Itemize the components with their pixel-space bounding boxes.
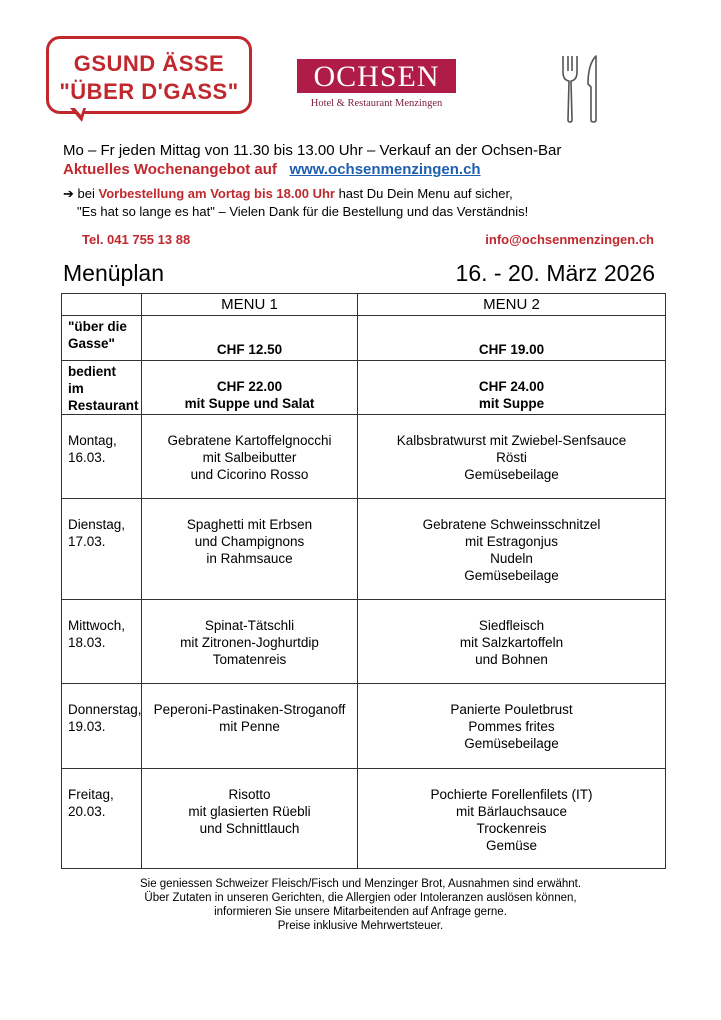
menu2-dish-line: Gemüse xyxy=(485,838,538,853)
footer-line: informieren Sie unsere Mitarbeitenden auf Anfrage gerne. xyxy=(214,906,507,918)
menu1-dish-line: und Cicorino Rosso xyxy=(190,467,309,482)
day-label xyxy=(62,684,142,769)
day-label-line: 20.03. xyxy=(68,804,106,819)
preorder-post: hast Du Dein Menu auf sicher, xyxy=(334,186,513,201)
page-title: Menüplan xyxy=(63,260,165,286)
badge-tail-inner xyxy=(73,106,84,115)
day-label-line: 16.03. xyxy=(68,450,106,465)
menu1-dish-line: und Schnittlauch xyxy=(199,821,300,836)
menu2-dish-line: mit Bärlauchsauce xyxy=(455,804,568,819)
menu2-dish-line: Panierte Pouletbrust xyxy=(450,702,573,717)
menu1-dish xyxy=(142,769,358,869)
menu1-dish-line: Risotto xyxy=(228,787,271,802)
price-menu1 xyxy=(142,316,358,361)
day-label-line: Donnerstag, xyxy=(68,702,142,717)
badge-line1: GSUND ÄSSE xyxy=(73,51,225,76)
menu1-dish-line: in Rahmsauce xyxy=(206,551,293,566)
footer-line: Preise inklusive Mehrwertsteuer. xyxy=(277,920,444,932)
menu1-dish-line: Gebratene Kartoffelgnocchi xyxy=(167,433,332,448)
day-label xyxy=(62,600,142,684)
price-menu2 xyxy=(358,316,666,361)
menu2-dish xyxy=(358,769,666,869)
day-label xyxy=(62,769,142,869)
price-menu1 xyxy=(142,361,358,415)
table-row xyxy=(62,769,666,869)
opening-hours: Mo – Fr jeden Mittag von 11.30 bis 13.00 Uhr – Verkauf an der Ochsen-Bar xyxy=(63,142,562,159)
date-range: 16. - 20. März 2026 xyxy=(455,260,655,286)
day-label-line: Dienstag, xyxy=(68,517,126,532)
price-menu1-line: CHF 12.50 xyxy=(216,342,283,357)
table-header-row xyxy=(62,294,666,316)
menu2-dish-line: Nudeln xyxy=(490,551,533,566)
menu2-dish-line: mit Salzkartoffeln xyxy=(459,635,564,650)
menu2-dish-line: mit Estragonjus xyxy=(464,534,559,549)
menu1-dish xyxy=(142,415,358,499)
weekly-offer-line xyxy=(63,161,481,178)
footer-line: Über Zutaten in unseren Gerichten, die Allergien oder Intoleranzen auslösen können, xyxy=(144,892,577,904)
logo-subtitle: Hotel & Restaurant Menzingen xyxy=(310,98,443,109)
menu2-dish-line: Pochierte Forellenfilets (IT) xyxy=(430,787,593,802)
price-menu2-line: mit Suppe xyxy=(478,396,545,411)
price-label-line: bedient im xyxy=(68,364,117,396)
day-label-line: 19.03. xyxy=(68,719,106,734)
menu-table xyxy=(61,293,666,869)
price-label xyxy=(62,361,142,415)
menu1-dish-line: Spaghetti mit Erbsen xyxy=(186,517,313,532)
price-row xyxy=(62,316,666,361)
day-label-line: 17.03. xyxy=(68,534,106,549)
header-menu2: MENU 2 xyxy=(358,294,666,316)
fork-knife-icon xyxy=(560,54,604,124)
preorder-deadline: Vorbestellung am Vortag bis 18.00 Uhr xyxy=(98,186,335,201)
price-menu2-line: CHF 19.00 xyxy=(478,342,545,357)
menu2-dish-line: und Bohnen xyxy=(475,652,548,667)
menu1-dish xyxy=(142,499,358,600)
menu2-dish-line: Trockenreis xyxy=(476,821,547,836)
menu1-dish-line: Spinat-Tätschli xyxy=(204,618,295,633)
table-row xyxy=(62,415,666,499)
menu1-dish-line: mit Penne xyxy=(219,719,280,734)
price-menu1-line: mit Suppe und Salat xyxy=(184,396,315,411)
table-row xyxy=(62,600,666,684)
badge xyxy=(46,36,252,114)
menu2-dish xyxy=(358,415,666,499)
arrow-right-icon: ➔ xyxy=(63,186,74,201)
menu2-dish xyxy=(358,684,666,769)
day-label xyxy=(62,499,142,600)
menu2-dish-line: Kalbsbratwurst mit Zwiebel-Senfsauce xyxy=(396,433,627,448)
price-label-line: Gasse" xyxy=(68,336,115,351)
price-label-line: "über die xyxy=(68,319,127,334)
menu1-dish-line: Tomatenreis xyxy=(212,652,287,667)
footer xyxy=(0,877,721,933)
phone-number[interactable]: Tel. 041 755 13 88 xyxy=(82,232,191,247)
menu2-dish-line: Rösti xyxy=(496,450,527,465)
weekly-offer-label: Aktuelles Wochenangebot auf xyxy=(63,161,277,178)
menu2-dish-line: Gemüsebeilage xyxy=(464,568,559,583)
preorder-line xyxy=(63,186,513,202)
header-menu1: MENU 1 xyxy=(142,294,358,316)
menu2-dish-line: Pommes frites xyxy=(468,719,555,734)
table-row xyxy=(62,684,666,769)
preorder-pre: bei xyxy=(73,186,99,201)
day-label-line: Freitag, xyxy=(68,787,114,802)
menu1-dish xyxy=(142,600,358,684)
price-row xyxy=(62,361,666,415)
price-menu2-line: CHF 24.00 xyxy=(478,379,545,394)
menu2-dish-line: Gemüsebeilage xyxy=(464,467,559,482)
website-link[interactable]: www.ochsenmenzingen.ch xyxy=(289,161,481,178)
menu1-dish-line: mit Salbeibutter xyxy=(202,450,297,465)
header-empty xyxy=(62,294,142,316)
price-label xyxy=(62,316,142,361)
logo: OCHSEN xyxy=(297,59,456,93)
menu1-dish-line: und Champignons xyxy=(194,534,305,549)
menu2-dish-line: Gemüsebeilage xyxy=(464,736,559,751)
price-menu1-line: CHF 22.00 xyxy=(216,379,283,394)
menu1-dish-line: mit glasierten Rüebli xyxy=(188,804,311,819)
menu1-dish-line: Peperoni-Pastinaken-Stroganoff xyxy=(153,702,346,717)
menu2-dish-line: Siedfleisch xyxy=(478,618,545,633)
menu2-dish-line: Gebratene Schweinsschnitzel xyxy=(422,517,601,532)
day-label-line: Montag, xyxy=(68,433,117,448)
price-menu2 xyxy=(358,361,666,415)
footer-line: Sie geniessen Schweizer Fleisch/Fisch und Menzinger Brot, Ausnahmen sind erwähnt. xyxy=(139,878,582,890)
day-label-line: Mittwoch, xyxy=(68,618,126,633)
menu1-dish-line: mit Zitronen-Joghurtdip xyxy=(180,635,319,650)
day-label xyxy=(62,415,142,499)
email-link[interactable]: info@ochsenmenzingen.ch xyxy=(485,232,654,247)
badge-line2: "ÜBER D'GASS" xyxy=(59,79,239,104)
menu2-dish xyxy=(358,600,666,684)
table-row xyxy=(62,499,666,600)
menu1-dish xyxy=(142,684,358,769)
price-label-line: Restaurant xyxy=(68,398,139,413)
thanks-line: "Es hat so lange es hat" – Vielen Dank für die Bestellung und das Verständnis! xyxy=(77,204,529,219)
day-label-line: 18.03. xyxy=(68,635,106,650)
menu2-dish xyxy=(358,499,666,600)
